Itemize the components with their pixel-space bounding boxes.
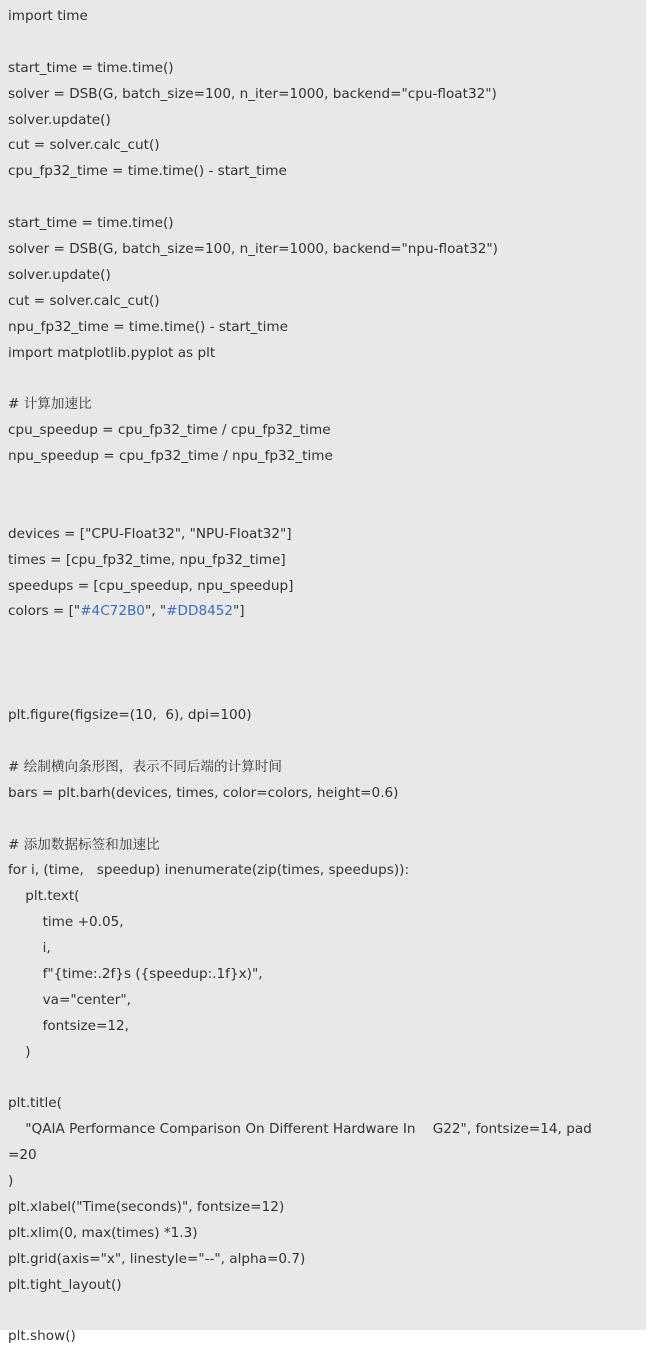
code-line: [8, 1066, 646, 1092]
code-line: time +0.05,: [8, 914, 124, 931]
code-line: for i, (time, speedup) inenumerate(zip(times, speedups)):: [8, 862, 410, 879]
code-line: i,: [8, 940, 51, 957]
code-line: [8, 625, 646, 651]
code-text: colors = [": [8, 603, 81, 620]
code-comment-line: # 绘制横向条形图，表示不同后端的计算时间: [8, 758, 282, 775]
code-line: [8, 729, 646, 755]
code-line: plt.tight_layout(): [8, 1276, 122, 1293]
code-line: plt.xlabel("Time(seconds)", fontsize=12): [8, 1198, 285, 1215]
code-line: plt.xlim(0, max(times) *1.3): [8, 1224, 198, 1241]
code-line: start_time = time.time(): [8, 59, 174, 76]
code-text: "]: [233, 603, 245, 620]
code-line: plt.title(: [8, 1095, 62, 1112]
code-line: solver.update(): [8, 266, 111, 283]
code-line: cut = solver.calc_cut(): [8, 292, 160, 309]
code-line: [8, 807, 646, 833]
code-line: [8, 651, 646, 677]
code-line: =20: [8, 1147, 37, 1164]
code-line: [8, 470, 646, 496]
code-line-colors: [8, 599, 646, 625]
code-line: devices = ["CPU-Float32", "NPU-Float32"]: [8, 525, 292, 542]
code-line: bars = plt.barh(devices, times, color=colors, height=0.6): [8, 784, 399, 801]
code-line: [8, 30, 646, 56]
color-hex-literal: #4C72B0: [80, 603, 145, 620]
code-comment-line: # 计算加速比: [8, 396, 92, 413]
code-line: va="center",: [8, 991, 131, 1008]
code-line: plt.figure(figsize=(10, 6), dpi=100): [8, 707, 252, 724]
code-line: import time: [8, 8, 88, 24]
code-line: npu_fp32_time = time.time() - start_time: [8, 318, 288, 335]
code-line: f"{time:.2f}s ({speedup:.1f}x)",: [8, 965, 263, 982]
code-line: [8, 185, 646, 211]
code-line: [8, 366, 646, 392]
code-line: "QAIA Performance Comparison On Different Hardware In G22", fontsize=14, pad: [8, 1121, 592, 1138]
code-line: times = [cpu_fp32_time, npu_fp32_time]: [8, 551, 286, 568]
code-line: plt.show(): [8, 1328, 76, 1345]
code-line: speedups = [cpu_speedup, npu_speedup]: [8, 577, 294, 594]
code-line: cut = solver.calc_cut(): [8, 137, 160, 154]
code-line: [8, 1299, 646, 1325]
code-line: start_time = time.time(): [8, 215, 174, 232]
color-hex-literal: #DD8452: [166, 603, 234, 620]
code-line: ): [8, 1173, 14, 1190]
code-line: [8, 496, 646, 522]
code-line: npu_speedup = cpu_fp32_time / npu_fp32_time: [8, 448, 333, 465]
code-line: fontsize=12,: [8, 1017, 129, 1034]
code-line: cpu_speedup = cpu_fp32_time / cpu_fp32_time: [8, 422, 331, 439]
code-line: cpu_fp32_time = time.time() - start_time: [8, 163, 287, 180]
code-line: solver.update(): [8, 111, 111, 128]
code-text: ", ": [144, 603, 167, 620]
code-line: solver = DSB(G, batch_size=100, n_iter=1000, backend="cpu-float32"): [8, 85, 497, 102]
code-line: ): [8, 1043, 31, 1060]
code-comment-line: # 添加数据标签和加速比: [8, 836, 160, 853]
code-line: [8, 677, 646, 703]
code-line: plt.text(: [8, 888, 80, 905]
code-line: solver = DSB(G, batch_size=100, n_iter=1000, backend="npu-float32"): [8, 241, 498, 258]
code-line: import matplotlib.pyplot as plt: [8, 344, 216, 361]
code-line: plt.grid(axis="x", linestyle="--", alpha=0.7): [8, 1250, 306, 1267]
